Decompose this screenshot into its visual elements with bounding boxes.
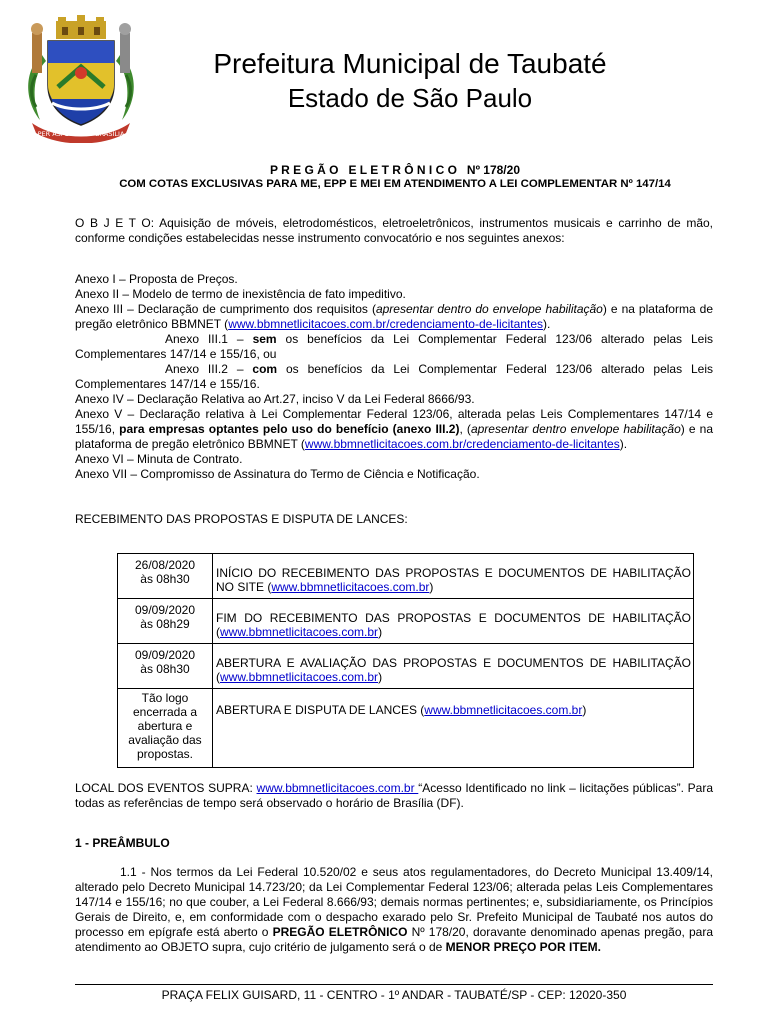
annex-5-mid2: ) e na plataforma de pregão eletrônico BBMNET ( [75,422,714,451]
schedule-desc: INÍCIO DO RECEBIMENTO DAS PROPOSTAS E DOCUMENTOS DE HABILITAÇÃO NO SITE ( [216,566,691,594]
annex-item-2: Anexo II – Modelo de termo de inexistência de fato impeditivo. [75,287,406,301]
annex-item-7: Anexo VII – Compromisso de Assinatura do Termo de Ciência e Notificação. [75,467,480,481]
schedule-date-cell [118,554,213,599]
schedule-desc-end: ) [429,580,434,594]
annex-list [75,272,713,482]
schedule-date-cell [118,644,213,689]
schedule-link[interactable]: www.bbmnetlicitacoes.com.br [424,703,583,717]
crest-motto: PER ASPERA PRO BRASILIA [37,130,125,138]
section-title-preambulo: 1 - PREÂMBULO [75,836,170,850]
annex-3-italic: apresentar dentro do envelope habilitação [375,302,603,316]
schedule-date: 09/09/2020 [134,648,196,662]
annex-3-1-text: os benefícios da Lei Complementar Federal 123/06 alterado pelas Leis Complementares 147/14 e 155/16, ou [75,332,713,361]
objeto-label: O B J E T O: [75,216,155,230]
schedule-desc-end: ) [378,625,383,639]
preambulo-text-pre: 1.1 - Nos termos da Lei Federal 10.520/02 e seus atos regulamentadores, do Decreto Municipal 13.409/14, alterado pelo Decreto Municipal 14.723/20; da Lei Complementar Federal 123/06; alterada pelas Leis Complementares 147/14 e 155/16; no que couber, a Lei Federal 8.666/93; demais normas pertinentes; e, subsidiariamente, os Princípios Gerais de Direito, e, em conformidade com o despacho exarado pelo Sr. Prefeito Municipal de Taubaté nos autos do processo em epígrafe está aberto o [75,865,713,939]
annex-3-2-pre: Anexo III.2 – [165,362,253,376]
annex-5-link[interactable]: www.bbmnetlicitacoes.com.br/credenciamento-de-licitantes [304,437,620,451]
schedule-desc-cell [213,554,694,599]
schedule-time: às 08h29 [140,617,190,631]
page-subtitle: Estado de São Paulo [287,83,533,113]
annex-3-1-pre: Anexo III.1 – [165,332,253,346]
annex-item-1: Anexo I – Proposta de Preços. [75,272,238,286]
schedule-desc-end: ) [582,703,587,717]
table-row [118,644,694,689]
local-paragraph [75,781,713,811]
annex-3-mid: ) e na plataforma de pregão eletrônico BBMNET ( [75,302,713,331]
annex-5-italic: apresentar dentro envelope habilitação [470,422,681,436]
schedule-table [117,553,694,768]
preambulo-paragraph [75,865,713,955]
annex-3-1-bold: sem [252,332,277,346]
recebimento-title: RECEBIMENTO DAS PROPOSTAS E DISPUTA DE LANCES: [75,512,408,526]
annex-item-3-1 [75,332,713,362]
annex-5-bold: para empresas optantes pelo uso do benefício (anexo III.2) [119,422,460,436]
annex-item-3 [75,302,713,332]
schedule-desc: ABERTURA E DISPUTA DE LANCES ( [216,703,425,717]
schedule-desc: FIM DO RECEBIMENTO DAS PROPOSTAS E DOCUMENTOS DE HABILITAÇÃO ( [216,611,691,639]
schedule-desc-cell [213,599,694,644]
annex-item-6: Anexo VI – Minuta de Contrato. [75,452,243,466]
local-label: LOCAL DOS EVENTOS SUPRA: [75,781,257,795]
annex-3-text: Anexo III – Declaração de cumprimento dos requisitos ( [75,302,376,316]
schedule-desc-cell [213,644,694,689]
table-row [118,554,694,599]
annex-5-mid: , ( [459,422,471,436]
schedule-time: às 08h30 [140,662,190,676]
local-link[interactable]: www.bbmnetlicitacoes.com.br [256,781,419,795]
annex-item-4: Anexo IV – Declaração Relativa ao Art.27, inciso V da Lei Federal 8666/93. [75,392,475,406]
schedule-link[interactable]: www.bbmnetlicitacoes.com.br [220,670,379,684]
annex-3-2-text: os benefícios da Lei Complementar Federal 123/06 alterado pelas Leis Complementares 147/14 e 155/16. [75,362,714,391]
pregao-subtitle: COM COTAS EXCLUSIVAS PARA ME, EPP E MEI EM ATENDIMENTO A LEI COMPLEMENTAR Nº 147/14 [119,178,671,190]
annex-3-link[interactable]: www.bbmnetlicitacoes.com.br/credenciamento-de-licitantes [228,317,543,331]
schedule-link[interactable]: www.bbmnetlicitacoes.com.br [220,625,379,639]
annex-3-2-bold: com [252,362,278,376]
schedule-desc-end: ) [378,670,383,684]
schedule-date: Tão logo encerrada a abertura e avaliação das propostas. [128,691,202,761]
annex-5-end: ). [619,437,628,451]
schedule-date-cell [118,599,213,644]
coat-of-arms-logo [22,15,140,148]
objeto-text: Aquisição de móveis, eletrodomésticos, eletroeletrônicos, instrumentos musicais e carrinho de mão, conforme condições estabelecidas nesse instrumento convocatório e nos seguintes anexos: [75,216,714,245]
preambulo-bold-1: PREGÃO ELETRÔNICO [272,925,408,939]
schedule-date: 26/08/2020 [134,558,196,572]
schedule-date-cell [118,689,213,768]
annex-item-5 [75,407,713,452]
table-row [118,689,694,768]
pregao-title: P R E G Ã O E L E T R Ô N I C O Nº 178/20 [269,163,520,177]
page-title: Prefeitura Municipal de Taubaté [213,48,607,79]
annex-5-pre: Anexo V – Declaração relativa à Lei Complementar Federal 123/06, alterada pelas Leis Complementares 147/14 e 155/16, [75,407,713,436]
local-text: “Acesso Identificado no link – licitações públicas”. Para todas as referências de tempo será observado o horário de Brasília (DF). [75,781,714,810]
schedule-date: 09/09/2020 [134,603,196,617]
footer-address: PRAÇA FELIX GUISARD, 11 - CENTRO - 1º ANDAR - TAUBATÉ/SP - CEP: 12020-350 [161,988,627,1002]
schedule-desc: ABERTURA E AVALIAÇÃO DAS PROPOSTAS E DOCUMENTOS DE HABILITAÇÃO ( [216,656,691,684]
schedule-time: às 08h30 [140,572,190,586]
annex-item-3-2 [75,362,713,392]
annex-3-end: ). [543,317,551,331]
objeto-paragraph [75,216,713,246]
table-row [118,599,694,644]
preambulo-text-mid: Nº 178/20, doravante denominado apenas pregão, para atendimento ao OBJETO supra, cujo critério de julgamento será o de [75,925,714,954]
footer-divider [75,984,713,985]
schedule-link[interactable]: www.bbmnetlicitacoes.com.br [271,580,430,594]
schedule-desc-cell [213,689,694,768]
preambulo-bold-2: MENOR PREÇO POR ITEM. [445,940,601,954]
